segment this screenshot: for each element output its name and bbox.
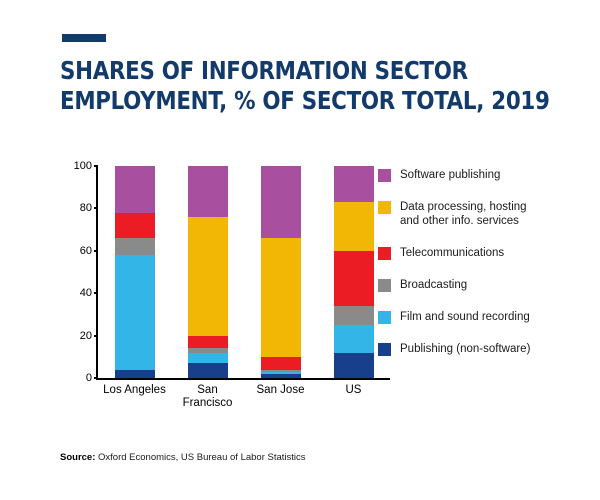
x-axis bbox=[96, 378, 390, 380]
page-title bbox=[60, 56, 550, 116]
bar-segment[interactable] bbox=[261, 238, 301, 357]
bar-segment[interactable] bbox=[188, 363, 228, 378]
bar-column[interactable] bbox=[334, 166, 374, 378]
x-tick-labels bbox=[98, 384, 390, 410]
bar-column[interactable] bbox=[115, 166, 155, 378]
bar-column[interactable] bbox=[261, 166, 301, 378]
x-tick-label: US bbox=[345, 384, 362, 396]
legend-item[interactable] bbox=[378, 200, 588, 228]
legend-item[interactable] bbox=[378, 310, 588, 324]
x-tick-label: San Jose bbox=[256, 384, 305, 396]
bar-segment[interactable] bbox=[188, 353, 228, 364]
stacked-bar-chart bbox=[60, 160, 390, 410]
chart-legend bbox=[378, 168, 588, 374]
source-text: Oxford Economics, US Bureau of Labor Statistics bbox=[95, 452, 306, 463]
legend-label: Data processing, hosting and other info. services bbox=[400, 201, 527, 227]
x-tick-label: San Francisco bbox=[182, 384, 233, 409]
page-title-line-1: SHARES OF INFORMATION SECTOR bbox=[60, 56, 468, 85]
legend-swatch bbox=[378, 201, 391, 214]
legend-item[interactable] bbox=[378, 278, 588, 292]
bar-segment[interactable] bbox=[334, 251, 374, 306]
bar-segment[interactable] bbox=[334, 166, 374, 202]
legend-item[interactable] bbox=[378, 246, 588, 260]
bar-segment[interactable] bbox=[334, 325, 374, 353]
accent-bar bbox=[62, 34, 106, 42]
source-label: Source: bbox=[60, 452, 96, 463]
bar-segment[interactable] bbox=[261, 357, 301, 370]
bar-group bbox=[98, 166, 390, 378]
bar-segment[interactable] bbox=[334, 353, 374, 378]
y-tick-label: 20 bbox=[79, 329, 92, 342]
page-title-line-2: EMPLOYMENT, % OF SECTOR TOTAL, 2019 bbox=[60, 86, 550, 115]
bar-segment[interactable] bbox=[115, 166, 155, 213]
y-tick-label: 40 bbox=[79, 287, 92, 300]
legend-label: Broadcasting bbox=[400, 279, 468, 291]
y-tick-label: 80 bbox=[79, 202, 92, 215]
legend-label: Software publishing bbox=[400, 169, 501, 181]
source-note bbox=[60, 452, 306, 463]
legend-label: Publishing (non-software) bbox=[400, 343, 531, 355]
legend-swatch bbox=[378, 247, 391, 260]
legend-swatch bbox=[378, 311, 391, 324]
legend-label: Telecommunications bbox=[400, 247, 505, 259]
legend-swatch bbox=[378, 343, 391, 356]
bar-segment[interactable] bbox=[188, 166, 228, 217]
legend-swatch bbox=[378, 279, 391, 292]
bar-segment[interactable] bbox=[261, 166, 301, 238]
bar-segment[interactable] bbox=[115, 370, 155, 378]
legend-item[interactable] bbox=[378, 342, 588, 356]
y-tick-label: 0 bbox=[85, 372, 92, 384]
bar-segment[interactable] bbox=[334, 202, 374, 251]
bar-segment[interactable] bbox=[188, 336, 228, 349]
plot-area bbox=[73, 160, 390, 384]
x-tick-label: Los Angeles bbox=[103, 384, 166, 396]
bar-segment[interactable] bbox=[261, 374, 301, 378]
y-tick-label: 100 bbox=[73, 160, 92, 172]
bar-segment[interactable] bbox=[334, 306, 374, 325]
legend-item[interactable] bbox=[378, 168, 588, 182]
legend-label: Film and sound recording bbox=[400, 311, 530, 323]
bar-segment[interactable] bbox=[115, 213, 155, 238]
bar-column[interactable] bbox=[188, 166, 228, 378]
bar-segment[interactable] bbox=[188, 217, 228, 336]
bar-segment[interactable] bbox=[115, 255, 155, 369]
legend-swatch bbox=[378, 169, 391, 182]
y-tick-label: 60 bbox=[79, 244, 92, 257]
bar-segment[interactable] bbox=[115, 238, 155, 255]
